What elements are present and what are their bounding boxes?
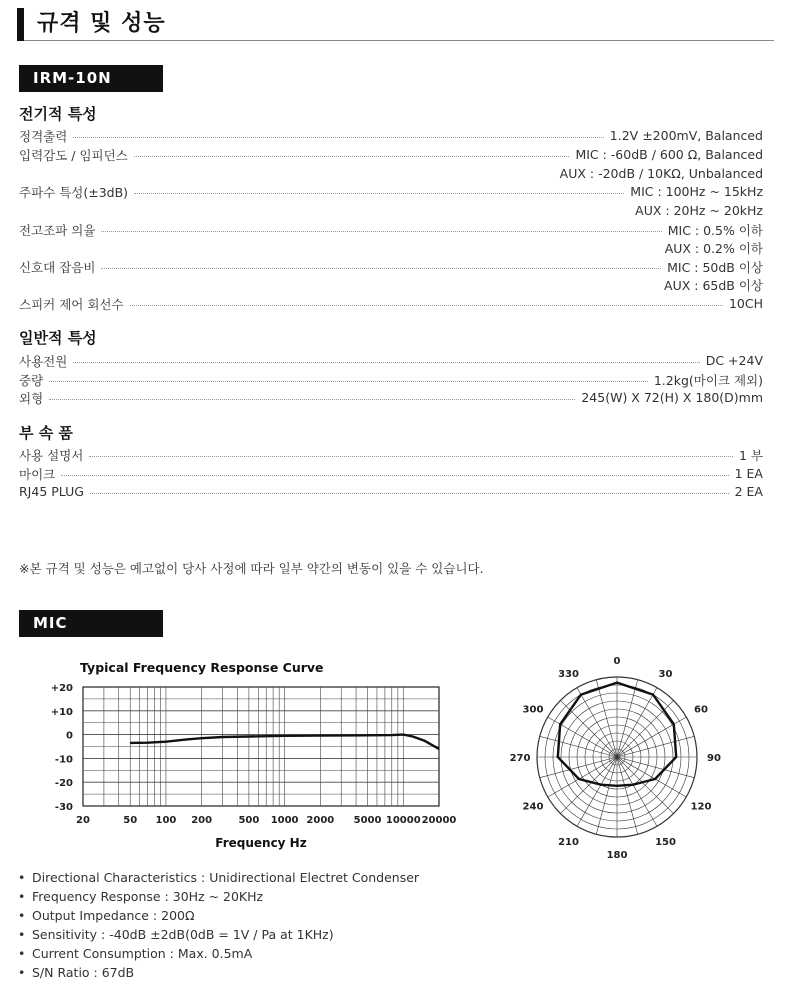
spec-label: 외형 (19, 390, 44, 406)
polar-angle-label: 180 (606, 850, 628, 861)
polar-spoke (617, 736, 694, 757)
mic-spec-text: Current Consumption : Max. 0.5mA (32, 946, 253, 961)
spec-value: 2 EA (734, 484, 763, 499)
spec-value-continued: AUX : 0.2% 이하 (664, 241, 763, 256)
polar-spoke (596, 680, 617, 757)
spec-value: 1 부 (738, 447, 763, 463)
spec-value: DC +24V (705, 353, 763, 368)
spec-label: 입력감도 / 임피던스 (19, 147, 128, 163)
spec-row (19, 370, 763, 389)
spec-label: RJ45 PLUG (19, 484, 84, 499)
leader-dots (73, 137, 603, 138)
spec-row (19, 182, 763, 201)
spec-row (19, 257, 763, 276)
bullet-icon: • (18, 965, 26, 980)
leader-dots (89, 456, 733, 457)
list-item (18, 963, 419, 982)
polar-angle-label: 300 (522, 704, 544, 716)
spec-row (19, 464, 763, 483)
bullet-icon: • (18, 908, 26, 923)
spec-label: 사용 설명서 (19, 447, 84, 463)
spec-label: 사용전원 (19, 353, 68, 369)
spec-value-continued: AUX : 65dB 이상 (664, 278, 763, 293)
spec-label: 마이크 (19, 466, 56, 482)
polar-angle-label: 210 (558, 837, 579, 849)
spec-row (19, 445, 763, 464)
bullet-icon: • (18, 889, 26, 904)
spec-label: 주파수 특성(±3dB) (19, 184, 129, 200)
y-tick-label: -20 (54, 778, 73, 790)
spec-value: MIC : -60dB / 600 Ω, Balanced (575, 147, 763, 162)
mic-spec-text: Sensitivity : -40dB ±2dB(0dB = 1V / Pa at 1KHz) (32, 927, 334, 942)
leader-dots (101, 231, 661, 232)
x-tick-label: 20 (76, 815, 90, 826)
spec-value: 1 EA (734, 466, 763, 481)
leader-dots (134, 193, 624, 194)
x-axis-label: Frequency Hz (215, 836, 307, 850)
chart-title: Typical Frequency Response Curve (80, 660, 324, 675)
x-tick-label: 200 (191, 815, 213, 826)
polar-spoke (617, 757, 694, 778)
polar-angle-label: 0 (613, 656, 621, 667)
polar-spoke (540, 736, 617, 757)
spec-value: 1.2V ±200mV, Balanced (609, 128, 763, 143)
x-tick-label: 2000 (306, 815, 335, 826)
spec-label: 정격출력 (19, 128, 68, 144)
polar-angle-label: 120 (690, 801, 712, 813)
notice-text: ※본 규격 및 성능은 예고없이 당사 사정에 따라 일부 약간의 변동이 있을 수 있습니다. (19, 561, 484, 576)
polar-spoke (577, 757, 617, 826)
bullet-icon: • (18, 870, 26, 885)
general-title: 일반적 특성 (19, 329, 97, 347)
polar-angle-label: 30 (658, 668, 673, 680)
spec-row (19, 351, 763, 370)
polar-angle-label: 270 (509, 753, 531, 764)
mic-spec-text: Frequency Response : 30Hz ~ 20KHz (32, 889, 264, 904)
x-tick-label: 100 (155, 815, 177, 826)
y-tick-label: -30 (54, 802, 73, 813)
polar-angle-label: 60 (694, 704, 708, 716)
spec-row (19, 294, 763, 313)
leader-dots (90, 493, 729, 494)
mic-tag: MIC (19, 610, 163, 637)
polar-spoke (596, 757, 617, 834)
list-item (18, 906, 419, 925)
spec-row (19, 388, 763, 407)
x-tick-label: 10000 (385, 815, 421, 826)
polar-spoke (548, 757, 617, 797)
spec-value-continued: AUX : -20dB / 10KΩ, Unbalanced (559, 166, 763, 181)
frequency-response-chart (40, 676, 480, 856)
x-tick-label: 5000 (353, 815, 382, 826)
spec-row (19, 220, 763, 239)
mic-spec-text: Output Impedance : 200Ω (32, 908, 195, 923)
polar-spoke (617, 680, 638, 757)
bullet-icon: • (18, 927, 26, 942)
y-tick-label: +20 (50, 683, 73, 694)
leader-dots (61, 475, 728, 476)
polar-spoke (617, 757, 657, 826)
spec-value: 10CH (728, 296, 763, 311)
model-tag: IRM-10N (19, 65, 163, 92)
page-title: 규격 및 성능 (37, 11, 166, 36)
spec-value: MIC : 50dB 이상 (667, 259, 763, 275)
list-item (18, 868, 419, 887)
polar-pattern-chart (500, 648, 740, 868)
spec-value: 1.2kg(마이크 제외) (653, 372, 763, 388)
polar-angle-label: 240 (522, 801, 544, 813)
leader-dots (49, 399, 575, 400)
leader-dots (130, 305, 723, 306)
y-tick-label: 0 (66, 730, 73, 742)
y-tick-label: -10 (54, 754, 73, 766)
spec-value: MIC : 100Hz ~ 15kHz (630, 184, 763, 199)
header-bar (17, 8, 24, 41)
electrical-title: 전기적 특성 (19, 105, 97, 123)
polar-spoke (577, 688, 617, 757)
list-item (18, 887, 419, 906)
header-rule (24, 40, 774, 41)
spec-value: MIC : 0.5% 이하 (667, 222, 763, 238)
accessories-title: 부 속 품 (19, 424, 73, 442)
mic-spec-text: Directional Characteristics : Unidirectional Electret Condenser (32, 870, 420, 885)
leader-dots (134, 156, 570, 157)
spec-row (19, 482, 763, 501)
spec-value-continued: AUX : 20Hz ~ 20kHz (635, 203, 763, 218)
spec-label: 중량 (19, 372, 44, 388)
polar-angle-label: 330 (558, 668, 579, 680)
x-tick-label: 500 (238, 815, 260, 826)
spec-row (19, 126, 763, 145)
mic-spec-text: S/N Ratio : 67dB (32, 965, 135, 980)
spec-label: 전고조파 의율 (19, 222, 96, 238)
spec-label: 스피커 제어 회선수 (19, 296, 124, 312)
list-item (18, 925, 419, 944)
spec-label: 신호대 잡음비 (19, 259, 96, 275)
leader-dots (73, 362, 699, 363)
y-tick-label: +10 (50, 706, 73, 718)
x-tick-label: 20000 (421, 815, 457, 826)
x-tick-label: 1000 (270, 815, 299, 826)
mic-spec-list (18, 868, 419, 982)
polar-spoke (617, 757, 638, 834)
polar-angle-label: 150 (655, 837, 676, 849)
polar-spoke (617, 757, 686, 797)
polar-spoke (617, 688, 657, 757)
page-header (17, 6, 774, 42)
polar-spoke (540, 757, 617, 778)
polar-angle-label: 90 (707, 753, 721, 764)
leader-dots (49, 381, 648, 382)
spec-value: 245(W) X 72(H) X 180(D)mm (581, 390, 763, 405)
leader-dots (101, 268, 661, 269)
spec-row (19, 145, 763, 164)
bullet-icon: • (18, 946, 26, 961)
list-item (18, 944, 419, 963)
x-tick-label: 50 (123, 815, 138, 826)
